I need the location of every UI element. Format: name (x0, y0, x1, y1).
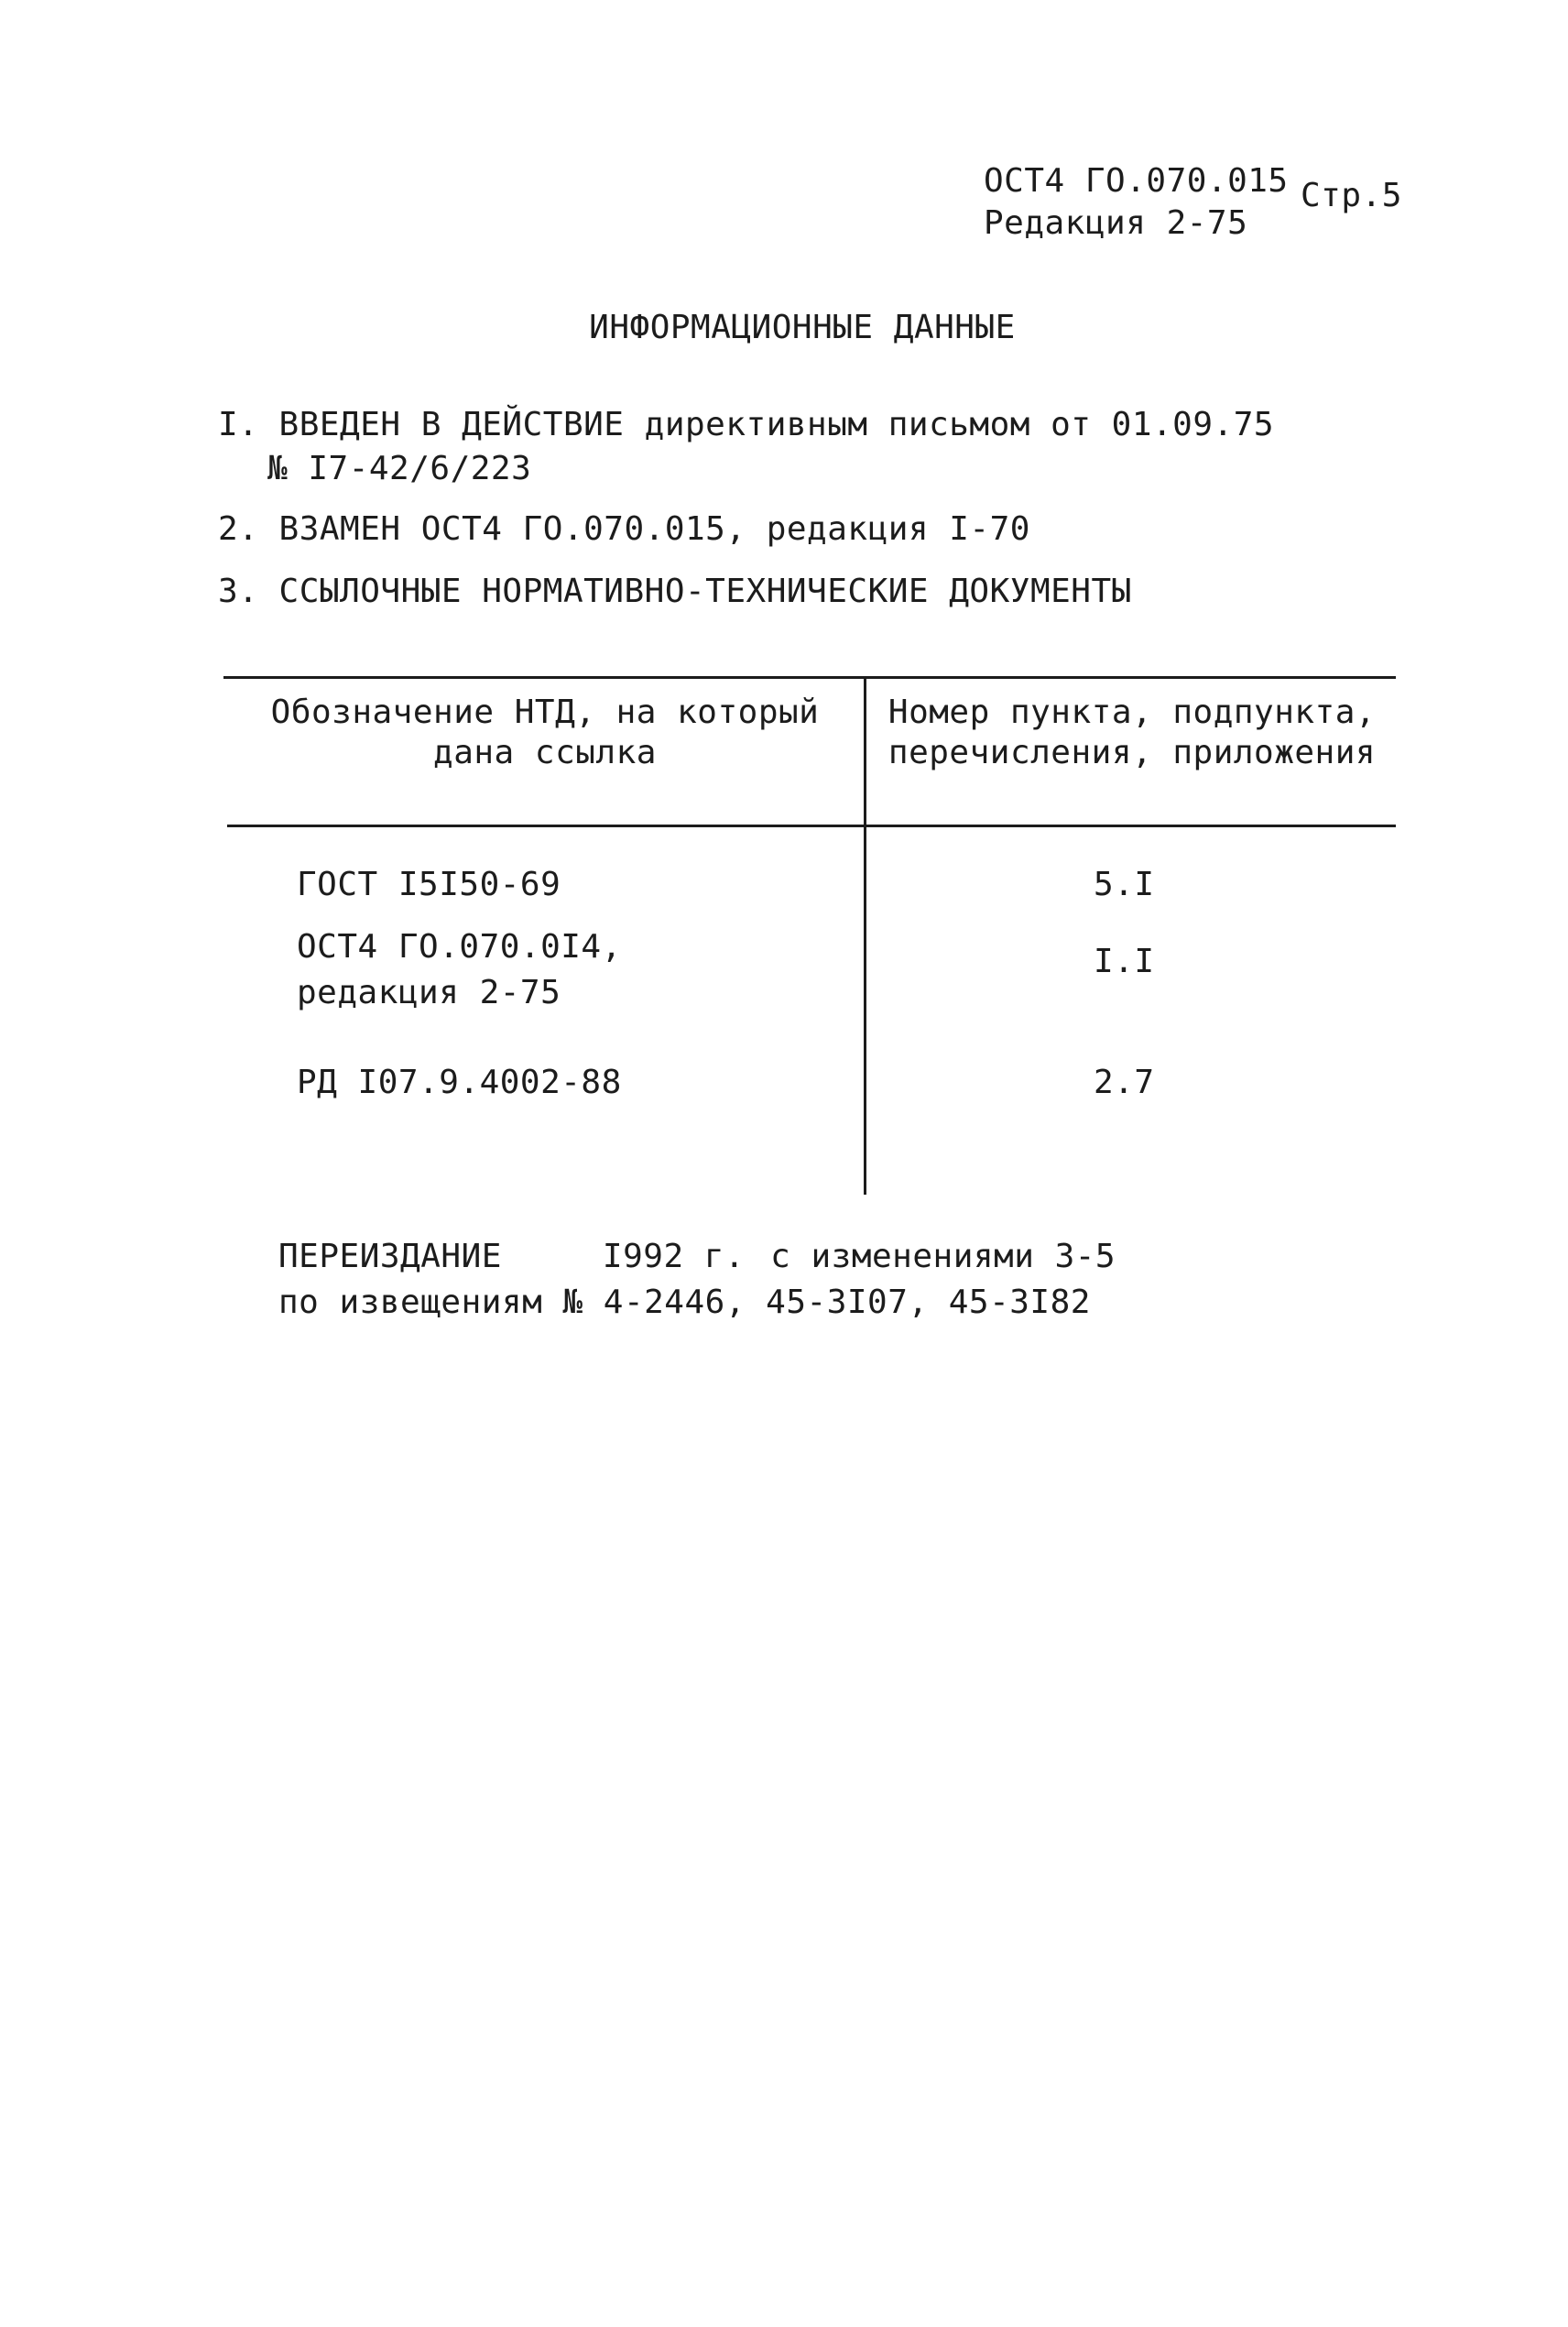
item-1-line-1: I. ВВЕДЕН В ДЕЙСТВИЕ директивным письмом от 01.09.75 (218, 406, 1275, 443)
row-document-continuation: редакция 2-75 (297, 974, 561, 1011)
column-header-document: Обозначение НТД, на который дана ссылка (270, 694, 820, 771)
row-clause: 2.7 (1094, 1064, 1155, 1101)
item-3: 3. ССЫЛОЧНЫЕ НОРМАТИВНО-ТЕХНИЧЕСКИЕ ДОКУМЕНТЫ (218, 573, 1132, 610)
document-edition: Редакция 2-75 (984, 204, 1248, 242)
document-code: ОСТ4 ГО.070.015 (984, 162, 1289, 200)
section-title: ИНФОРМАЦИОННЫЕ ДАННЫЕ (589, 309, 1016, 346)
reissue-note (278, 1237, 1116, 1277)
table-top-rule (223, 676, 1396, 679)
item-1-line-2: № I7-42/6/223 (267, 450, 532, 487)
row-clause: I.I (1094, 943, 1155, 980)
reissue-notices: по извещениям № 4-2446, 45-3I07, 45-3I82 (278, 1284, 1091, 1321)
column-header-clause: Номер пункта, подпункта, перечисления, приложения (887, 694, 1377, 771)
reissue-changes: с изменениями 3-5 (770, 1238, 1116, 1275)
row-document: ГОСТ I5I50-69 (297, 866, 561, 903)
row-document: РД I07.9.4002-88 (297, 1064, 622, 1101)
item-2: 2. ВЗАМЕН ОСТ4 ГО.070.015, редакция I-70 (218, 510, 1030, 548)
table-header-rule (227, 825, 1396, 827)
reissue-year: I992 г. (602, 1238, 746, 1275)
page-number: Стр.5 (1301, 177, 1402, 214)
row-document: ОСТ4 ГО.070.0I4, (297, 928, 622, 966)
row-clause: 5.I (1094, 866, 1155, 903)
table-column-divider (864, 678, 866, 1195)
reissue-label: ПЕРЕИЗДАНИЕ (278, 1238, 502, 1275)
